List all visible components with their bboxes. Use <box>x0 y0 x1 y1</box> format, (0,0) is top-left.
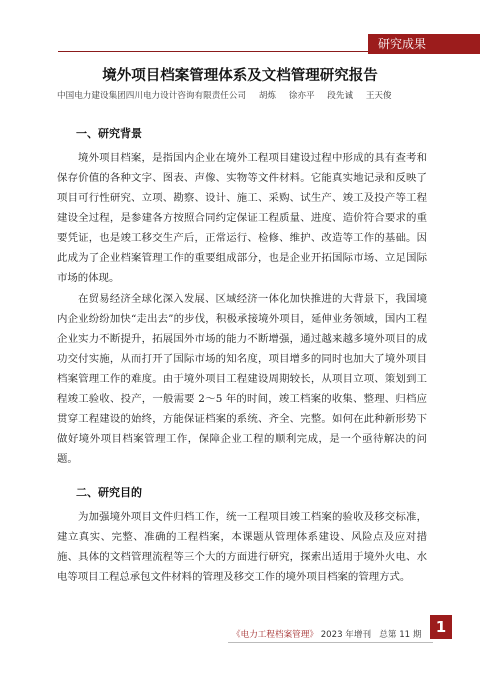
footer-rule <box>228 642 433 643</box>
body-paragraph: 境外项目档案，是指国内企业在境外工程项目建设过程中形成的具有查考和保存价值的各种文字、图表、声像、实物等文件材料。它能真实地记录和反映了项目可行性研究、立项、勘察、设计、施工、采购、试生产、竣工及投产等工程建设全过程，是参建各方按照合同约定保证工程质量、进度、造价符合要求的重要凭证，也是竣工移交生产后，正常运行、检修、维护、改造等工作的基础。因此成为了企业档案管理工作的重要组成部分，也是企业开拓国际市场、立足国际市场的体现。 <box>57 152 427 284</box>
body-paragraph: 为加强境外项目文件归档工作，统一工程项目竣工档案的验收及移交标准，建立真实、完整、准确的工程档案，本课题从管理体系建设、风险点及应对措施、具体的文档管理流程等三个大的方面进行研究，探索出适用于境外火电、水电等项目工程总承包文件材料的管理及移交工作的境外项目档案的管理方式。 <box>57 511 427 583</box>
author-affiliation: 中国电力建设集团四川电力设计咨询有限责任公司 <box>57 91 247 101</box>
author-name: 段先诚 <box>327 91 354 101</box>
footer-citation <box>232 628 421 640</box>
header-rule <box>58 51 368 52</box>
section-tag: 研究成果 <box>368 34 480 54</box>
body-paragraph: 在贸易经济全球化深入发展、区域经济一体化加快推进的大背景下，我国境内企业纷纷加快“走出去”的步伐，积极承接境外项目，延伸业务领域，国内工程企业实力不断提升，拓展国外市场的能力不断增强，通过越来越多境外项目的成功交付实施，从而打开了国际市场的知名度，项目增多的同时也加大了境外项目档案管理工作的难度。由于境外项目工程建设周期较长，从项目立项、策划到工程竣工验收、投产，一般需要 2～5 年的时间，竣工档案的收集、整理、归档应贯穿工程建设的始终，方能保证档案的系统、齐全、完整。如何在此种新形势下做好境外项目档案管理工作，保障企业工程的顺利完成，是一个亟待解决的问题。 <box>57 293 427 465</box>
author-name: 胡炼 <box>258 91 277 101</box>
author-line <box>57 89 437 101</box>
total-issue: 总第 11 期 <box>379 630 422 640</box>
issue-label: 2023 年增刊 <box>320 630 372 640</box>
author-name: 徐亦平 <box>288 91 315 101</box>
section-heading: 二、研究目的 <box>76 486 142 499</box>
section-heading: 一、研究背景 <box>76 127 142 140</box>
article-title: 境外项目档案管理体系及文档管理研究报告 <box>102 67 378 84</box>
journal-name: 《电力工程档案管理》 <box>232 630 318 640</box>
page-number: 1 <box>430 615 452 639</box>
author-name: 王天俊 <box>365 91 392 101</box>
